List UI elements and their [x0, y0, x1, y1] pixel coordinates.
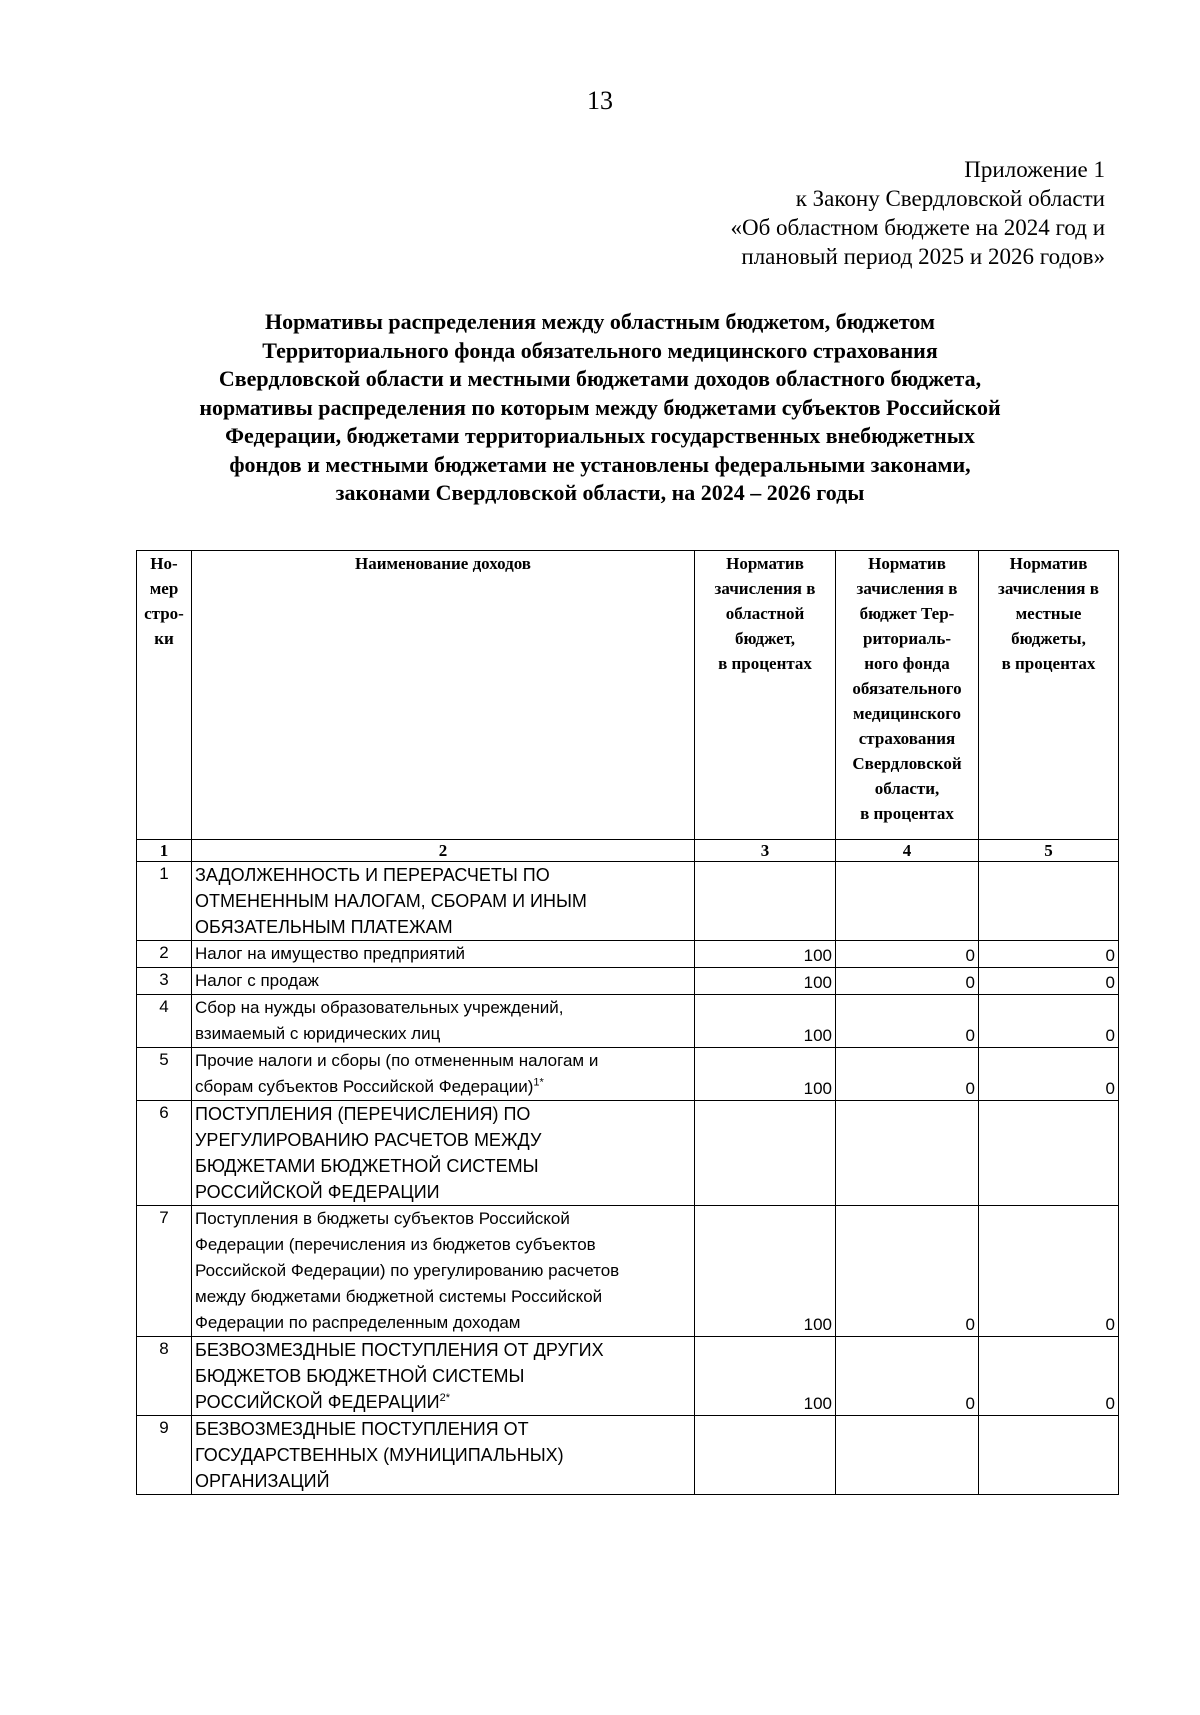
income-name-text: ГОСУДАРСТВЕННЫХ (МУНИЦИПАЛЬНЫХ) [195, 1445, 564, 1465]
regional-budget-value: 100 [695, 941, 836, 968]
table-row [137, 1048, 1119, 1101]
income-name-line [195, 1337, 691, 1363]
income-name-text: Прочие налоги и сборы (по отмененным налогам и [195, 1051, 599, 1070]
medical-fund-value [836, 1101, 979, 1206]
table-row [137, 995, 1119, 1048]
header-line: мер [149, 579, 179, 598]
row-number: 6 [137, 1101, 192, 1206]
header-line: бюджет Тер- [859, 604, 955, 623]
regional-budget-value [695, 862, 836, 941]
column-number-row [137, 840, 1119, 862]
medical-fund-value [836, 862, 979, 941]
income-name [192, 941, 695, 968]
column-number: 4 [836, 840, 979, 862]
income-name-text: ПОСТУПЛЕНИЯ (ПЕРЕЧИСЛЕНИЯ) ПО [195, 1104, 531, 1124]
appendix-line: к Закону Свердловской области [795, 186, 1105, 211]
income-name-text: Поступления в бюджеты субъектов Российской [195, 1209, 570, 1228]
income-name-line [195, 888, 691, 914]
header-line: стро- [144, 604, 184, 623]
income-name-line [195, 1284, 691, 1310]
header-line: ного фонда [864, 654, 950, 673]
income-name-line [195, 1153, 691, 1179]
row-number: 4 [137, 995, 192, 1048]
regional-budget-value [695, 1416, 836, 1495]
header-line: медицинского [852, 704, 962, 723]
title-line: фондов и местными бюджетами не установлены федеральными законами, [229, 451, 971, 477]
header-regional-budget [695, 551, 836, 840]
header-medical-fund [836, 551, 979, 840]
income-name-line [195, 995, 691, 1021]
income-name-line [195, 941, 691, 967]
row-number: 5 [137, 1048, 192, 1101]
income-name-line [195, 968, 691, 994]
medical-fund-value: 0 [836, 968, 979, 995]
header-line: Норматив [868, 554, 946, 573]
header-line: ки [154, 629, 174, 648]
regional-budget-value [695, 1101, 836, 1206]
income-name-text: УРЕГУЛИРОВАНИЮ РАСЧЕТОВ МЕЖДУ [195, 1130, 542, 1150]
income-name-line [195, 914, 691, 940]
document-title [150, 308, 1050, 508]
table-row [137, 1337, 1119, 1416]
local-budget-value: 0 [979, 1337, 1119, 1416]
local-budget-value: 0 [979, 968, 1119, 995]
income-name [192, 968, 695, 995]
title-line: законами Свердловской области, на 2024 – 2026 годы [335, 480, 865, 505]
local-budget-value: 0 [979, 941, 1119, 968]
header-line: Наименование доходов [355, 554, 531, 573]
column-number: 2 [192, 840, 695, 862]
header-line: Свердловской [852, 754, 962, 773]
income-name-line [195, 1074, 691, 1100]
income-name-text: Налог с продаж [195, 971, 319, 990]
header-line: бюджеты, [1011, 629, 1086, 648]
table-row [137, 1101, 1119, 1206]
table-row [137, 1416, 1119, 1495]
row-number: 2 [137, 941, 192, 968]
income-name [192, 1206, 695, 1337]
appendix-line: Приложение 1 [964, 157, 1105, 182]
income-name-text: БЕЗВОЗМЕЗДНЫЕ ПОСТУПЛЕНИЯ ОТ ДРУГИХ [195, 1340, 604, 1360]
header-line: зачисления в [714, 579, 816, 598]
header-line: местные [1015, 604, 1082, 623]
income-name-line [195, 1363, 691, 1389]
title-line: Территориального фонда обязательного медицинского страхования [262, 337, 938, 363]
appendix-line: «Об областном бюджете на 2024 год и [730, 215, 1105, 240]
income-name-text: ОРГАНИЗАЦИЙ [195, 1471, 330, 1491]
row-number: 7 [137, 1206, 192, 1337]
medical-fund-value: 0 [836, 1048, 979, 1101]
title-line: нормативы распределения по которым между бюджетами субъектов Российской [199, 394, 1001, 420]
income-name-text: Российской Федерации) по урегулированию расчетов [195, 1261, 620, 1280]
regional-budget-value: 100 [695, 1337, 836, 1416]
income-name-text: РОССИЙСКОЙ ФЕДЕРАЦИИ [195, 1182, 440, 1202]
header-line: риториаль- [863, 629, 951, 648]
local-budget-value [979, 1101, 1119, 1206]
income-name-text: между бюджетами бюджетной системы Российской [195, 1287, 603, 1306]
header-line: в процентах [1001, 654, 1096, 673]
income-name-line [195, 1258, 691, 1284]
local-budget-value: 0 [979, 1206, 1119, 1337]
income-name-line [195, 1101, 691, 1127]
income-name [192, 1337, 695, 1416]
title-line: Нормативы распределения между областным бюджетом, бюджетом [265, 309, 935, 334]
local-budget-value [979, 1416, 1119, 1495]
header-line: Норматив [1009, 554, 1088, 573]
header-line: в процентах [718, 654, 812, 673]
title-line: Свердловской области и местными бюджетами доходов областного бюджета, [218, 366, 982, 391]
local-budget-value: 0 [979, 1048, 1119, 1101]
header-line: обязательного [852, 679, 962, 698]
income-name-text: ОТМЕНЕННЫМ НАЛОГАМ, СБОРАМ И ИНЫМ [195, 891, 587, 911]
page-number: 13 [587, 86, 613, 115]
income-name-text: Федерации (перечисления из бюджетов субъектов [195, 1235, 596, 1254]
income-name [192, 1048, 695, 1101]
income-name [192, 862, 695, 941]
income-name-line [195, 1442, 691, 1468]
income-name-line [195, 1206, 691, 1232]
header-line: Но- [150, 554, 178, 573]
footnote-marker: 1* [533, 1076, 544, 1089]
income-name-text: ОБЯЗАТЕЛЬНЫМ ПЛАТЕЖАМ [195, 917, 453, 937]
income-name-line [195, 1232, 691, 1258]
column-number: 1 [137, 840, 192, 862]
header-local-budgets [979, 551, 1119, 840]
income-name-line [195, 1310, 691, 1336]
income-name-line [195, 1389, 691, 1415]
income-name-text: БЮДЖЕТАМИ БЮДЖЕТНОЙ СИСТЕМЫ [195, 1156, 539, 1176]
income-name [192, 1101, 695, 1206]
income-name-line [195, 862, 691, 888]
table-row [137, 968, 1119, 995]
table-row [137, 941, 1119, 968]
income-name-text: Сбор на нужды образовательных учреждений, [195, 998, 564, 1017]
regional-budget-value: 100 [695, 995, 836, 1048]
medical-fund-value: 0 [836, 1337, 979, 1416]
header-income-name [192, 551, 695, 840]
income-name [192, 1416, 695, 1495]
medical-fund-value: 0 [836, 941, 979, 968]
header-row-number [137, 551, 192, 840]
local-budget-value [979, 862, 1119, 941]
appendix-reference [730, 155, 1105, 271]
header-line: зачисления в [998, 579, 1099, 598]
income-name-line [195, 1468, 691, 1494]
header-line: бюджет, [734, 629, 796, 648]
income-name-text: ЗАДОЛЖЕННОСТЬ И ПЕРЕРАСЧЕТЫ ПО [195, 865, 550, 885]
column-number: 5 [979, 840, 1119, 862]
header-line: страхования [858, 729, 956, 748]
table-header-row [137, 551, 1119, 840]
regional-budget-value: 100 [695, 1206, 836, 1337]
income-name-line [195, 1127, 691, 1153]
table-body [137, 862, 1119, 1495]
income-name [192, 995, 695, 1048]
table-row [137, 1206, 1119, 1337]
income-name-line [195, 1179, 691, 1205]
income-name-text: БЮДЖЕТОВ БЮДЖЕТНОЙ СИСТЕМЫ [195, 1366, 525, 1386]
row-number: 9 [137, 1416, 192, 1495]
income-name-text: РОССИЙСКОЙ ФЕДЕРАЦИИ [195, 1392, 440, 1412]
row-number: 3 [137, 968, 192, 995]
header-line: области, [874, 779, 940, 798]
appendix-line: плановый период 2025 и 2026 годов» [741, 244, 1105, 269]
income-name-text: взимаемый с юридических лиц [195, 1024, 441, 1043]
medical-fund-value: 0 [836, 995, 979, 1048]
header-line: Норматив [726, 554, 804, 573]
table-row [137, 862, 1119, 941]
income-name-text: БЕЗВОЗМЕЗДНЫЕ ПОСТУПЛЕНИЯ ОТ [195, 1419, 529, 1439]
regional-budget-value: 100 [695, 1048, 836, 1101]
row-number: 1 [137, 862, 192, 941]
income-name-line [195, 1021, 691, 1047]
medical-fund-value: 0 [836, 1206, 979, 1337]
norms-table [136, 550, 1119, 1495]
header-line: в процентах [860, 804, 954, 823]
header-line: областной [725, 604, 805, 623]
local-budget-value: 0 [979, 995, 1119, 1048]
column-number: 3 [695, 840, 836, 862]
footnote-marker: 2* [439, 1392, 450, 1404]
title-line: Федерации, бюджетами территориальных государственных внебюджетных [225, 423, 975, 448]
income-name-text: сборам субъектов Российской Федерации) [195, 1077, 534, 1096]
regional-budget-value: 100 [695, 968, 836, 995]
income-name-text: Федерации по распределенным доходам [195, 1313, 521, 1332]
income-name-line [195, 1048, 691, 1074]
header-line: зачисления в [856, 579, 958, 598]
income-name-text: Налог на имущество предприятий [195, 944, 466, 963]
row-number: 8 [137, 1337, 192, 1416]
income-name-line [195, 1416, 691, 1442]
medical-fund-value [836, 1416, 979, 1495]
